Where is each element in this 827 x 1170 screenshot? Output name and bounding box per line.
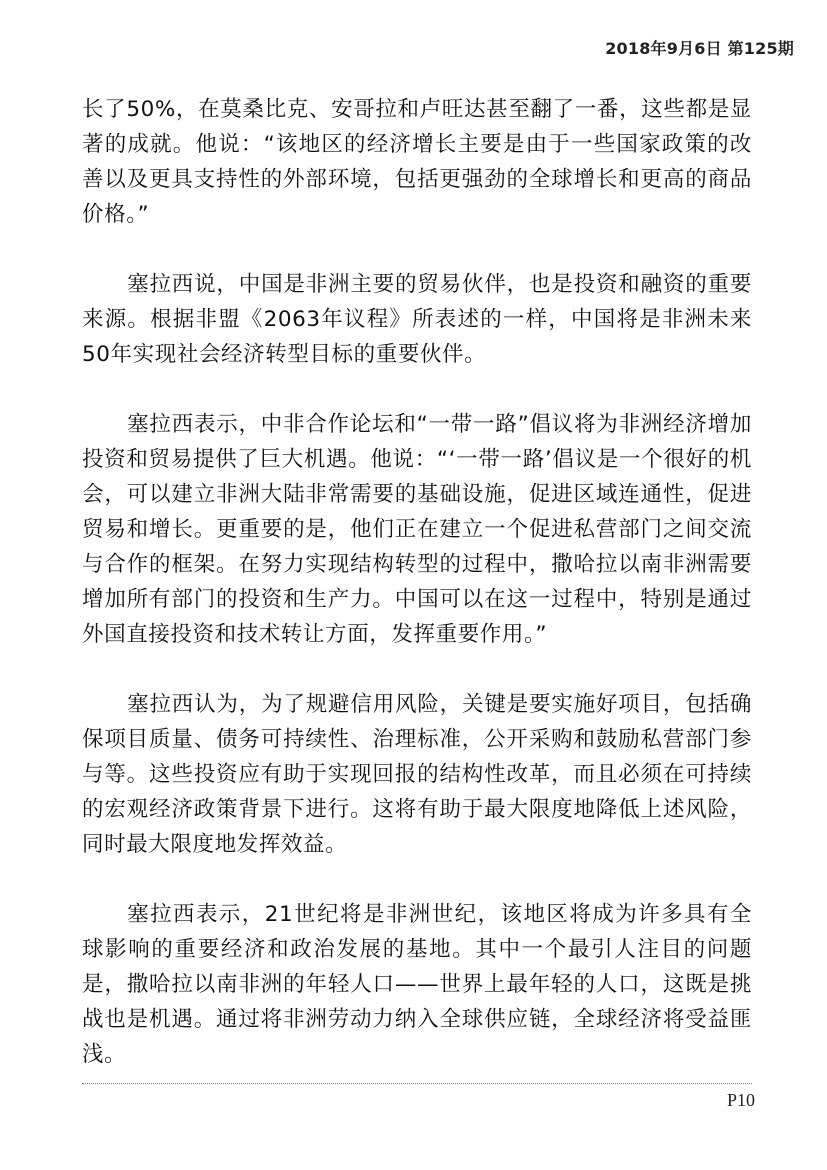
article-paragraph-5: 塞拉西表示，21世纪将是非洲世纪，该地区将成为许多具有全球影响的重要经济和政治发展的基地。其中一个最引人注目的问题是，撒哈拉以南非洲的年轻人口——世界上最年轻的人口，这既是挑战也是机遇。通过将非洲劳动力纳入全球供应链，全球经济将受益匪浅。 <box>82 902 752 1067</box>
article-paragraph-3: 塞拉西表示，中非合作论坛和“一带一路”倡议将为非洲经济增加投资和贸易提供了巨大机遇。他说：“‘一带一路’倡议是一个很好的机会，可以建立非洲大陆非常需要的基础设施，促进区域连通性，促进贸易和增长。更重要的是，他们正在建立一个促进私营部门之间交流与合作的框架。在努力实现结构转型的过程中，撒哈拉以南非洲需要增加所有部门的投资和生产力。中国可以在这一过程中，特别是通过外国直接投资和技术转让方面，发挥重要作用。” <box>82 412 752 647</box>
article-paragraph-1: 长了50%，在莫桑比克、安哥拉和卢旺达甚至翻了一番，这些都是显著的成就。他说：“该地区的经济增长主要是由于一些国家政策的改善以及更具支持性的外部环境，包括更强劲的全球增长和更高的商品价格。” <box>82 97 752 227</box>
article-paragraph-4: 塞拉西认为，为了规避信用风险，关键是要实施好项目，包括确保项目质量、债务可持续性、治理标准，公开采购和鼓励私营部门参与等。这些投资应有助于实现回报的结构性改革，而且必须在可持续的宏观经济政策背景下进行。这将有助于最大限度地降低上述风险，同时最大限度地发挥效益。 <box>82 692 752 857</box>
footer-divider <box>82 1083 752 1084</box>
article-paragraph-2: 塞拉西说，中国是非洲主要的贸易伙伴，也是投资和融资的重要来源。根据非盟《2063年议程》所表述的一样，中国将是非洲未来50年实现社会经济转型目标的重要伙伴。 <box>82 272 752 367</box>
issue-date-header: 2018年9月6日 第125期 <box>605 39 794 58</box>
article-body <box>82 92 752 1107</box>
page-number: P10 <box>726 1090 755 1110</box>
